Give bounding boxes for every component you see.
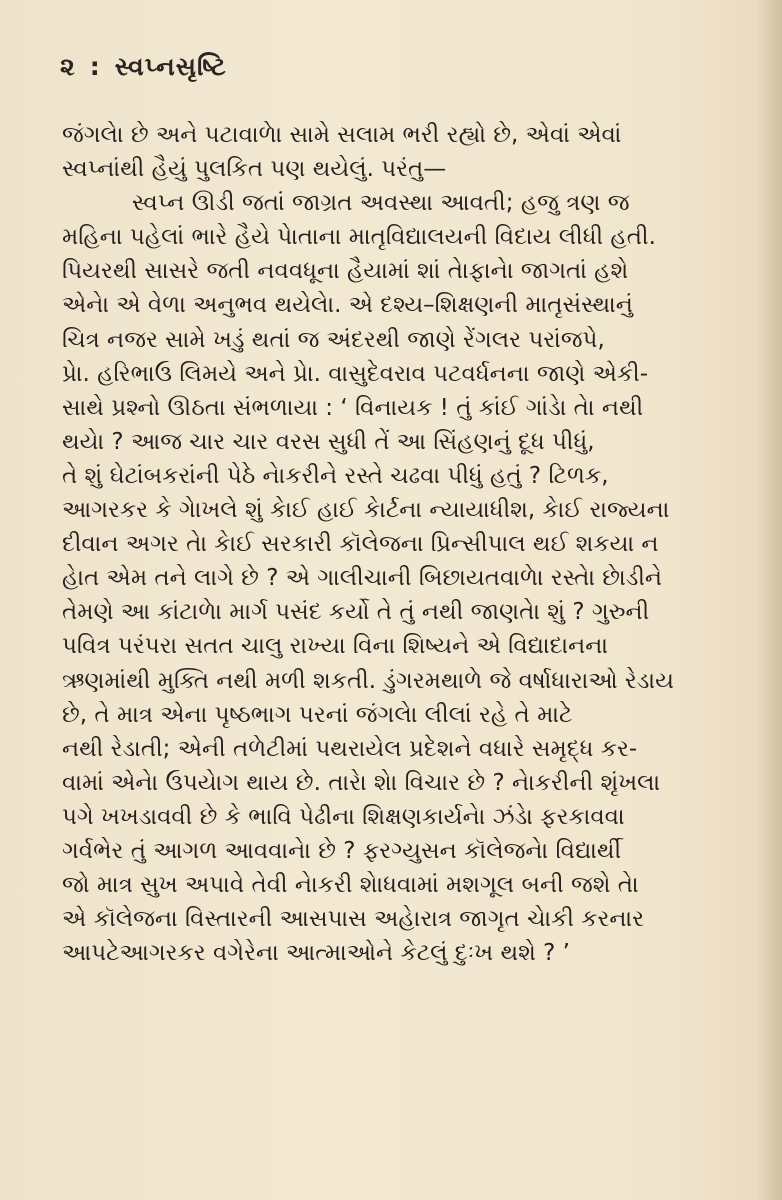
text-line: તેમણે આ કાંટાળેા માર્ગ પસંદ કર્યો તે તું નથી જાણતેા શું ? ગુરુની [62,599,650,626]
body-text [62,118,752,970]
text-line: આગરકર કે ગેાખલે શું કેાઈ હાઈ કેાર્ટના ન્યાયાધીશ, કેાઈ રાજ્યના [62,497,670,524]
text-line: પવિત્ર પરંપરા સતત ચાલુ રાખ્યા વિના શિષ્યને એ વિદ્યાદાનના [62,633,609,660]
text-line: નથી રેડાતી; એની તળેટીમાં પથરાયેલ પ્રદેશને વધારે સમૃદ્ધ કર- [62,735,638,762]
text-line: મહિના પહેલાં ભારે હૈયે પેાતાના માતૃવિદ્યાલયની વિદાય લીધી હતી. [62,224,656,251]
text-line: હેાત એમ તને લાગે છે ? એ ગાલીચાની બિછાયતવાળેા રસ્તેા છેાડીને [62,565,663,592]
header-separator: : [89,52,101,81]
running-header [60,52,227,82]
text-line: એનેા એ વેળા અનુભવ થયેલેા. એ દશ્ય–શિક્ષણની માતૃસંસ્થાનું [62,292,633,319]
text-line: પગે ખખડાવવી છે કે ભાવિ પેઢીના શિક્ષણકાર્યનેા ઝંડેા ફરકાવવા [62,803,625,830]
page-number: ૨ [60,52,76,81]
text-line: જો માત્ર સુખ અપાવે તેવી નેાકરી શેાધવામાં મશગૂલ બની જશે તેા [62,872,639,899]
chapter-title: સ્વપ્નસૃષ્ટિ [114,52,227,81]
text-line: આપટેઆગરકર વગેરેના આત્માઓને કેટલું દુઃખ થશે ? ’ [62,940,570,967]
text-line: ઋણમાંથી મુક્તિ નથી મળી શકતી. ડુંગરમથાળે જે વર્ષાધારાઓ રેડાય [62,667,674,694]
text-line: સ્વપ્ન ઊડી જતાં જાગ્રત અવસ્થા આવતી; હજુ ત્રણ જ [132,190,630,217]
text-line: ગર્વભેર તું આગળ આવવાનેા છે ? ફરગ્યુસન કૉલેજનેા વિદ્યાર્થી [62,837,622,864]
text-line: સાથે પ્રશ્નો ઊઠતા સંભળાયા : ‘ વિનાયક ! તું કાંઈ ગાંડેા તેા નથી [62,394,644,421]
text-line: પ્રેા. હરિભાઉ લિમયે અને પ્રેા. વાસુદેવરાવ પટવર્ધનના જાણે એકી- [62,360,649,387]
text-line: તે શું ઘેટાંબકરાંની પેઠે નેાકરીને રસ્તે ચઢવા પીધું હતું ? ટિળક, [62,462,609,489]
text-line: ચિત્ર નજર સામે ખડું થતાં જ અંદરથી જાણે રેંગલર પરાંજપે, [62,326,605,353]
page-spine-shadow [756,0,782,1200]
text-line: થયેા ? આજ ચાર ચાર વરસ સુધી તેં આ સિંહણનું દૂધ પીધું, [62,428,595,455]
text-line: એ કૉલેજના વિસ્તારની આસપાસ અહેારાત્ર જાગૃત ચેાકી કરનાર [62,906,645,933]
text-line: દીવાન અગર તેા કેાઈ સરકારી કૉલેજના પ્રિન્સીપાલ થઈ શકયા ન [62,531,659,558]
text-line: પિયરથી સાસરે જતી નવવધૂના હૈયામાં શાં તેાફાનેા જાગતાં હશે [62,258,629,285]
text-line: છે, તે માત્ર એના પૃષ્ઠભાગ પરનાં જંગલેા લીલાં રહે તે માટે [62,701,573,728]
text-line: જંગલેા છે અને પટાવાળેા સામે સલામ ભરી રહ્યો છે, એવાં એવાં [62,122,622,148]
text-line: સ્વપ્નાંથી હૈયું પુલકિત પણ થયેલું. પરંતુ— [62,156,447,183]
text-line: વામાં એનેા ઉપયેાગ થાય છે. તારેા શેા વિચાર છે ? નેાકરીની શૃંખલા [62,769,661,796]
